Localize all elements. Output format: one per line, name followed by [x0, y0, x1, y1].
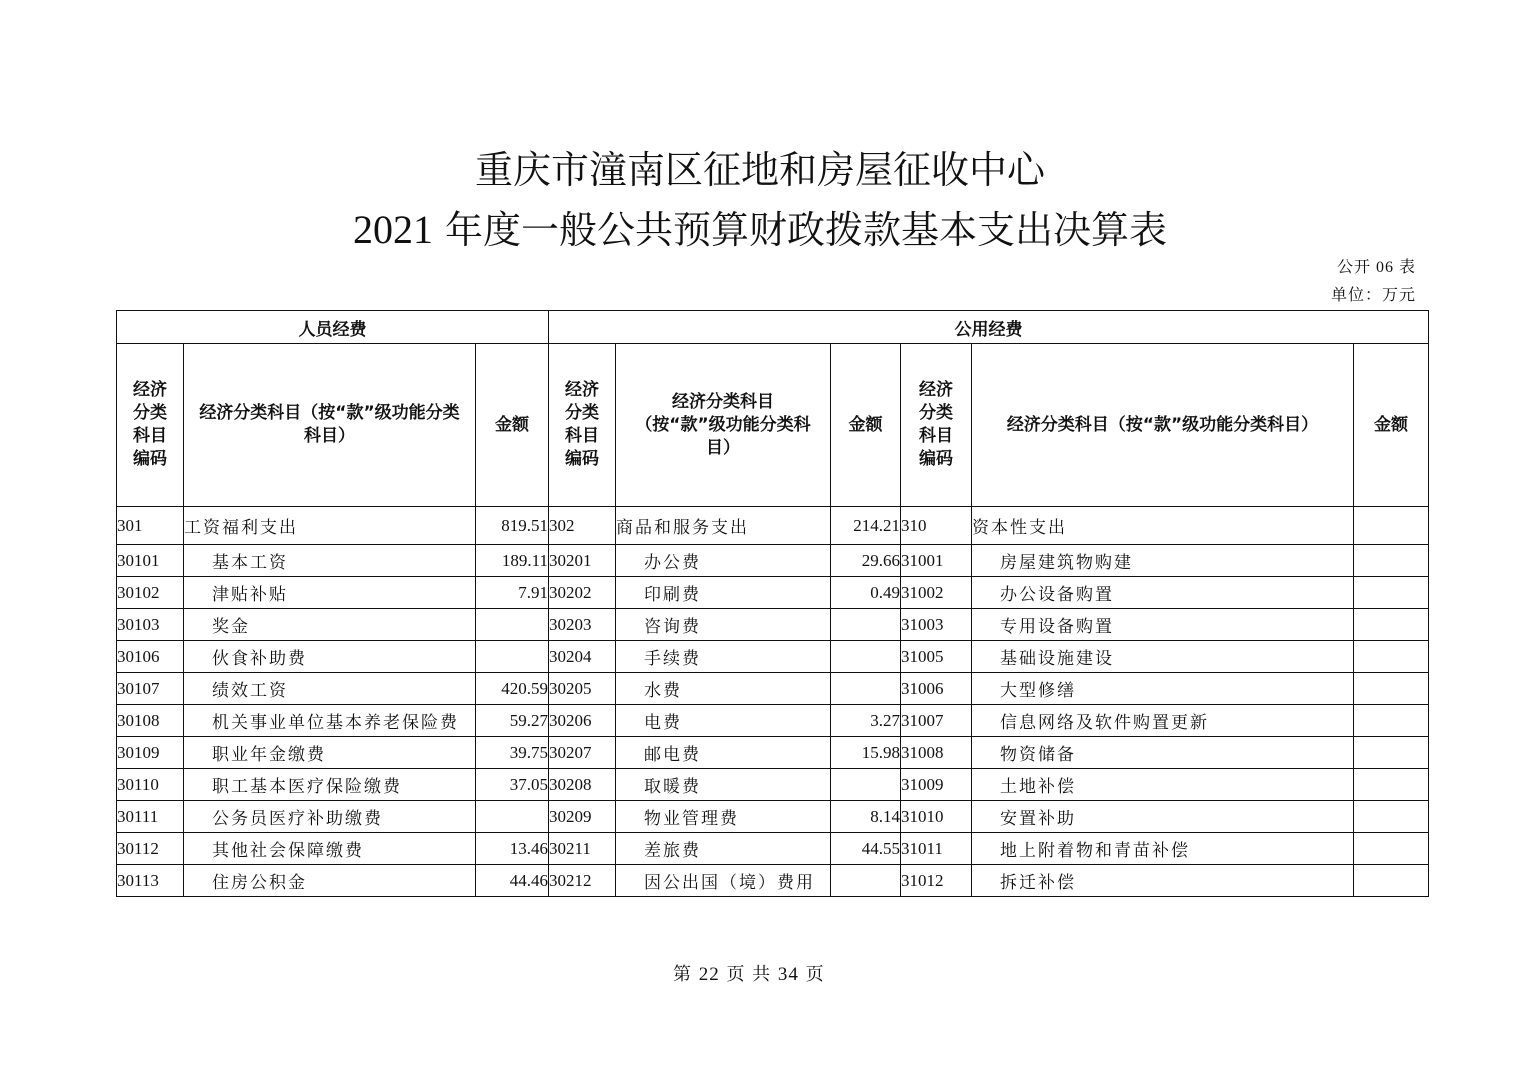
amount-cell: 13.46	[476, 833, 549, 865]
subject-cell: 房屋建筑物购建	[972, 545, 1354, 577]
subject-cell: 物资储备	[972, 737, 1354, 769]
subject-cell: 其他社会保障缴费	[184, 833, 476, 865]
subject-cell: 办公设备购置	[972, 577, 1354, 609]
code-cell: 30109	[117, 737, 184, 769]
subject-cell: 基础设施建设	[972, 641, 1354, 673]
table-row	[117, 577, 1429, 609]
subject-cell: 职工基本医疗保险缴费	[184, 769, 476, 801]
code-cell: 310	[901, 507, 972, 545]
code-cell: 301	[117, 507, 184, 545]
subject-cell: 咨询费	[616, 609, 831, 641]
table-row	[117, 705, 1429, 737]
subject-cell: 手续费	[616, 641, 831, 673]
subject-cell: 职业年金缴费	[184, 737, 476, 769]
subject-header: 经济分类科目（按“款”级功能分类科目）	[972, 344, 1354, 507]
subject-cell: 印刷费	[616, 577, 831, 609]
column-header-row	[117, 344, 1429, 507]
code-cell: 30211	[549, 833, 616, 865]
amount-cell	[1354, 507, 1429, 545]
code-cell: 30106	[117, 641, 184, 673]
subject-cell: 津贴补贴	[184, 577, 476, 609]
table-row	[117, 507, 1429, 545]
code-cell: 31005	[901, 641, 972, 673]
code-cell: 31012	[901, 865, 972, 897]
amount-header: 金额	[1354, 344, 1429, 507]
code-cell: 31006	[901, 673, 972, 705]
subject-cell: 住房公积金	[184, 865, 476, 897]
amount-cell: 819.51	[476, 507, 549, 545]
amount-cell	[1354, 737, 1429, 769]
code-cell: 30103	[117, 609, 184, 641]
code-cell: 30202	[549, 577, 616, 609]
code-cell: 30201	[549, 545, 616, 577]
subject-cell: 机关事业单位基本养老保险费	[184, 705, 476, 737]
expenditure-table	[116, 310, 1429, 897]
page-number: 22	[698, 964, 720, 985]
amount-cell: 59.27	[476, 705, 549, 737]
subject-cell: 取暖费	[616, 769, 831, 801]
subject-header: 经济分类科目（按“款”级功能分类科目）	[616, 344, 831, 507]
amount-cell	[1354, 769, 1429, 801]
code-cell: 30205	[549, 673, 616, 705]
document-title	[0, 148, 1520, 192]
amount-cell	[1354, 609, 1429, 641]
amount-header: 金额	[476, 344, 549, 507]
code-cell: 30112	[117, 833, 184, 865]
table-row	[117, 545, 1429, 577]
amount-cell	[831, 609, 901, 641]
code-cell: 30206	[549, 705, 616, 737]
subject-cell: 物业管理费	[616, 801, 831, 833]
table-row	[117, 609, 1429, 641]
subject-cell: 因公出国（境）费用	[616, 865, 831, 897]
amount-cell	[1354, 705, 1429, 737]
amount-cell: 214.21	[831, 507, 901, 545]
amount-cell	[1354, 577, 1429, 609]
amount-cell	[1354, 641, 1429, 673]
page-footer: 第 22 页 共 34 页	[673, 964, 825, 985]
amount-cell	[476, 641, 549, 673]
amount-cell	[476, 609, 549, 641]
subject-cell: 信息网络及软件购置更新	[972, 705, 1354, 737]
code-cell: 31001	[901, 545, 972, 577]
amount-cell	[831, 865, 901, 897]
code-cell: 31011	[901, 833, 972, 865]
amount-cell: 29.66	[831, 545, 901, 577]
code-cell: 31009	[901, 769, 972, 801]
subject-cell: 伙食补助费	[184, 641, 476, 673]
amount-cell	[1354, 865, 1429, 897]
subject-cell: 邮电费	[616, 737, 831, 769]
code-cell: 30113	[117, 865, 184, 897]
code-cell: 31003	[901, 609, 972, 641]
subject-cell: 大型修缮	[972, 673, 1354, 705]
table-row	[117, 865, 1429, 897]
subject-cell: 资本性支出	[972, 507, 1354, 545]
subject-cell: 基本工资	[184, 545, 476, 577]
amount-cell: 7.91	[476, 577, 549, 609]
title-line2-text: 年度一般公共预算财政拨款基本支出决算表	[432, 208, 1168, 252]
document-subtitle	[0, 207, 1520, 252]
amount-cell	[831, 673, 901, 705]
group-header-row	[117, 311, 1429, 344]
code-cell: 30207	[549, 737, 616, 769]
amount-cell: 37.05	[476, 769, 549, 801]
subject-cell: 电费	[616, 705, 831, 737]
table-row	[117, 801, 1429, 833]
amount-header: 金额	[831, 344, 901, 507]
public-expense-header: 公用经费	[549, 311, 1429, 344]
amount-cell	[1354, 801, 1429, 833]
code-cell: 30102	[117, 577, 184, 609]
personnel-expense-header: 人员经费	[117, 311, 549, 344]
title-line1: 重庆市潼南区征地和房屋征收中心	[474, 148, 1045, 192]
amount-cell: 420.59	[476, 673, 549, 705]
subject-cell: 土地补偿	[972, 769, 1354, 801]
amount-cell	[831, 641, 901, 673]
subject-cell: 地上附着物和青苗补偿	[972, 833, 1354, 865]
subject-cell: 办公费	[616, 545, 831, 577]
subject-cell: 工资福利支出	[184, 507, 476, 545]
code-header: 经济 分类 科目 编码	[117, 344, 184, 507]
form-number: 公开 06 表	[1336, 259, 1416, 276]
amount-cell: 39.75	[476, 737, 549, 769]
subject-cell: 安置补助	[972, 801, 1354, 833]
code-cell: 302	[549, 507, 616, 545]
subject-cell: 拆迁补偿	[972, 865, 1354, 897]
amount-cell	[476, 801, 549, 833]
amount-cell	[831, 769, 901, 801]
code-cell: 30212	[549, 865, 616, 897]
code-cell: 31002	[901, 577, 972, 609]
amount-cell: 0.49	[831, 577, 901, 609]
amount-cell	[1354, 673, 1429, 705]
subject-cell: 差旅费	[616, 833, 831, 865]
code-cell: 30203	[549, 609, 616, 641]
code-cell: 30208	[549, 769, 616, 801]
subject-cell: 商品和服务支出	[616, 507, 831, 545]
code-cell: 30107	[117, 673, 184, 705]
table-row	[117, 769, 1429, 801]
page-total: 34	[777, 964, 799, 985]
subject-cell: 绩效工资	[184, 673, 476, 705]
code-header: 经济 分类 科目 编码	[901, 344, 972, 507]
table-row	[117, 833, 1429, 865]
code-cell: 31010	[901, 801, 972, 833]
table-row	[117, 737, 1429, 769]
subject-cell: 水费	[616, 673, 831, 705]
code-cell: 30110	[117, 769, 184, 801]
subject-cell: 专用设备购置	[972, 609, 1354, 641]
code-header: 经济 分类 科目 编码	[549, 344, 616, 507]
amount-cell: 8.14	[831, 801, 901, 833]
amount-cell	[1354, 833, 1429, 865]
table-body	[117, 507, 1429, 897]
amount-cell: 44.55	[831, 833, 901, 865]
amount-cell	[1354, 545, 1429, 577]
unit-label: 单位：万元	[1330, 287, 1416, 304]
amount-cell: 189.11	[476, 545, 549, 577]
code-cell: 30209	[549, 801, 616, 833]
table-row	[117, 673, 1429, 705]
code-cell: 31008	[901, 737, 972, 769]
code-cell: 31007	[901, 705, 972, 737]
amount-cell: 44.46	[476, 865, 549, 897]
amount-cell: 3.27	[831, 705, 901, 737]
subject-header: 经济分类科目（按“款”级功能分类科目）	[184, 344, 476, 507]
title-year: 2021	[352, 207, 433, 252]
subject-cell: 奖金	[184, 609, 476, 641]
code-cell: 30111	[117, 801, 184, 833]
table-row	[117, 641, 1429, 673]
subject-cell: 公务员医疗补助缴费	[184, 801, 476, 833]
amount-cell: 15.98	[831, 737, 901, 769]
code-cell: 30108	[117, 705, 184, 737]
code-cell: 30204	[549, 641, 616, 673]
code-cell: 30101	[117, 545, 184, 577]
